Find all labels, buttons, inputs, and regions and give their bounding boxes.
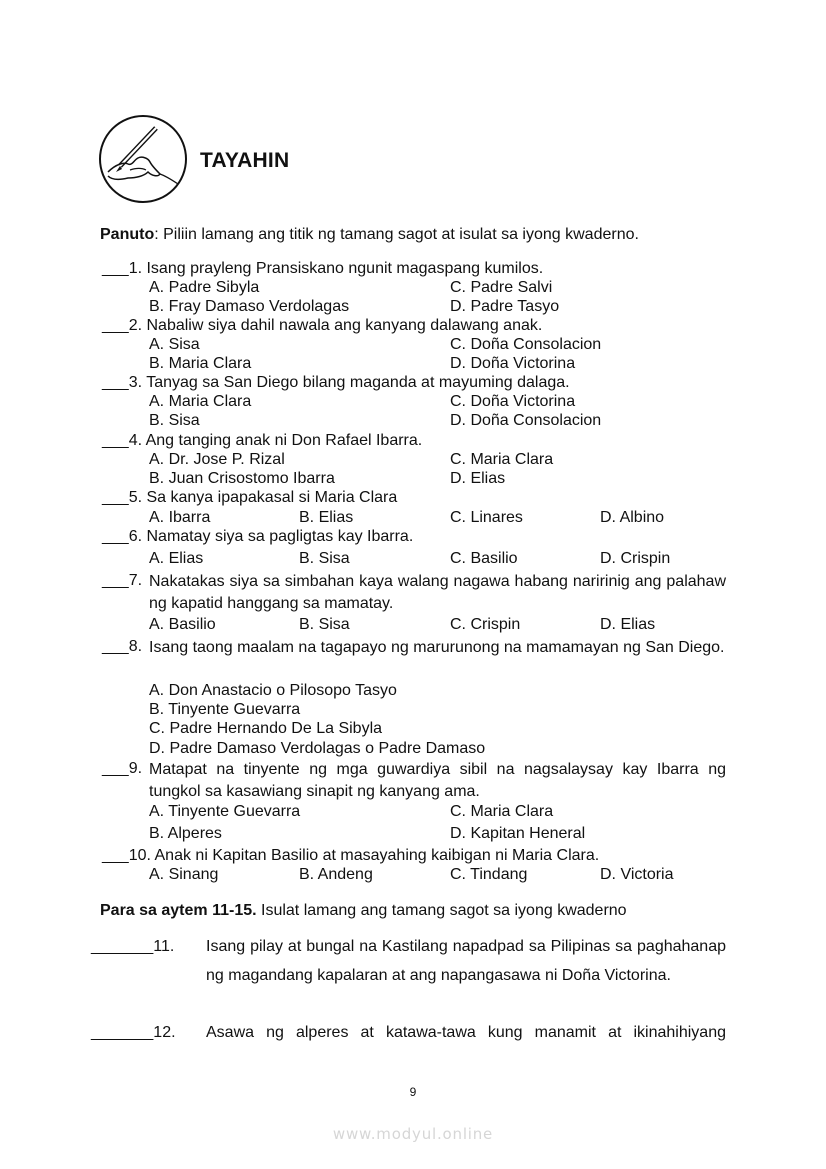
question-1-stem: ___1. Isang prayleng Pransiskano ngunit magaspang kumilos. [102, 260, 544, 277]
instruction-text: : Piliin lamang ang titik ng tamang sagot at isulat sa iyong kwaderno. [154, 226, 639, 243]
choice-2d: D. Doña Victorina [450, 355, 576, 372]
choice-4a: A. Dr. Jose P. Rizal [149, 451, 285, 468]
question-9-text: Matapat na tinyente ng mga guwardiya sibil na nagsalaysay kay Ibarra ng tungkol sa kasawiang sinapit ng kanyang ama. [149, 761, 726, 800]
choice-9c: C. Maria Clara [450, 803, 554, 820]
choice-7a: A. Basilio [149, 616, 216, 633]
instruction-label: Panuto [100, 226, 155, 243]
item-11-blank: _______11. [91, 938, 175, 955]
question-2-stem: ___2. Nabaliw siya dahil nawala ang kanyang dalawang anak. [102, 317, 543, 334]
choice-1d: D. Padre Tasyo [450, 298, 560, 315]
question-5-stem: ___5. Sa kanya ipapakasal si Maria Clara [102, 489, 398, 506]
choice-9d: D. Kapitan Heneral [450, 825, 586, 842]
choice-5a: A. Ibarra [149, 509, 211, 526]
question-4-stem: ___4. Ang tanging anak ni Don Rafael Ibarra. [102, 432, 423, 449]
part2-instruction [100, 901, 627, 920]
choice-4c: C. Maria Clara [450, 451, 554, 468]
question-3-stem: ___3. Tanyag sa San Diego bilang maganda at mayuming dalaga. [102, 374, 570, 391]
choice-10b: B. Andeng [299, 866, 373, 883]
choice-1a: A. Padre Sibyla [149, 279, 260, 296]
choice-3b: B. Sisa [149, 412, 200, 429]
choice-7c: C. Crispin [450, 616, 521, 633]
question-8-text: Isang taong maalam na tagapayo ng marurunong na mamamayan ng San Diego. [149, 639, 725, 656]
choice-5c: C. Linares [450, 509, 523, 526]
choice-3c: C. Doña Victorina [450, 393, 576, 410]
question-10-stem: ___10. Anak ni Kapitan Basilio at masayahing kaibigan ni Maria Clara. [102, 847, 600, 864]
choice-9b: B. Alperes [149, 825, 222, 842]
choice-2b: B. Maria Clara [149, 355, 252, 372]
question-7-text: Nakatakas siya sa simbahan kaya walang nagawa habang naririnig ang palahaw ng kapatid hanggang sa mamatay. [149, 573, 726, 612]
choice-3d: D. Doña Consolacion [450, 412, 602, 429]
choice-6d: D. Crispin [600, 550, 671, 567]
choice-4d: D. Elias [450, 470, 506, 487]
page-title: TAYAHIN [200, 149, 290, 172]
choice-3a: A. Maria Clara [149, 393, 252, 410]
choice-5b: B. Elias [299, 509, 354, 526]
page-number: 9 [409, 1085, 417, 1099]
question-8-number: ___8. [102, 638, 143, 655]
choice-5d: D. Albino [600, 509, 665, 526]
choice-10d: D. Victoria [600, 866, 674, 883]
choice-2a: A. Sisa [149, 336, 200, 353]
choice-9a: A. Tinyente Guevarra [149, 803, 301, 820]
choice-4b: B. Juan Crisostomo Ibarra [149, 470, 335, 487]
choice-7b: B. Sisa [299, 616, 350, 633]
part2-text: Isulat lamang ang tamang sagot sa iyong kwaderno [256, 902, 627, 919]
choice-10c: C. Tindang [450, 866, 528, 883]
choice-7d: D. Elias [600, 616, 656, 633]
question-6-stem: ___6. Namatay siya sa pagligtas kay Ibarra. [102, 528, 414, 545]
question-9-number: ___9. [102, 760, 143, 777]
choice-6c: C. Basilio [450, 550, 518, 567]
choice-8c: C. Padre Hernando De La Sibyla [149, 720, 383, 737]
choice-8d: D. Padre Damaso Verdolagas o Padre Damaso [149, 740, 486, 757]
item-11-text: Isang pilay at bungal na Kastilang napadpad sa Pilipinas sa paghahanap ng magandang kapalaran at ang napangasawa ni Doña Victorina. [206, 938, 726, 984]
choice-6b: B. Sisa [299, 550, 350, 567]
choice-1c: C. Padre Salvi [450, 279, 553, 296]
choice-1b: B. Fray Damaso Verdolagas [149, 298, 350, 315]
choice-8a: A. Don Anastacio o Pilosopo Tasyo [149, 682, 397, 699]
instruction [100, 226, 639, 244]
item-12-text: Asawa ng alperes at katawa-tawa kung manamit at ikinahihiyang [206, 1024, 726, 1041]
choice-2c: C. Doña Consolacion [450, 336, 602, 353]
watermark: www.modyul.online [332, 1125, 494, 1143]
choice-8b: B. Tinyente Guevarra [149, 701, 301, 718]
pencil-hand-icon [98, 114, 188, 204]
item-12-blank: _______12. [91, 1024, 176, 1041]
part2-label: Para sa aytem 11-15. [100, 902, 257, 919]
question-7-number: ___7. [102, 572, 143, 589]
choice-10a: A. Sinang [149, 866, 219, 883]
choice-6a: A. Elias [149, 550, 204, 567]
